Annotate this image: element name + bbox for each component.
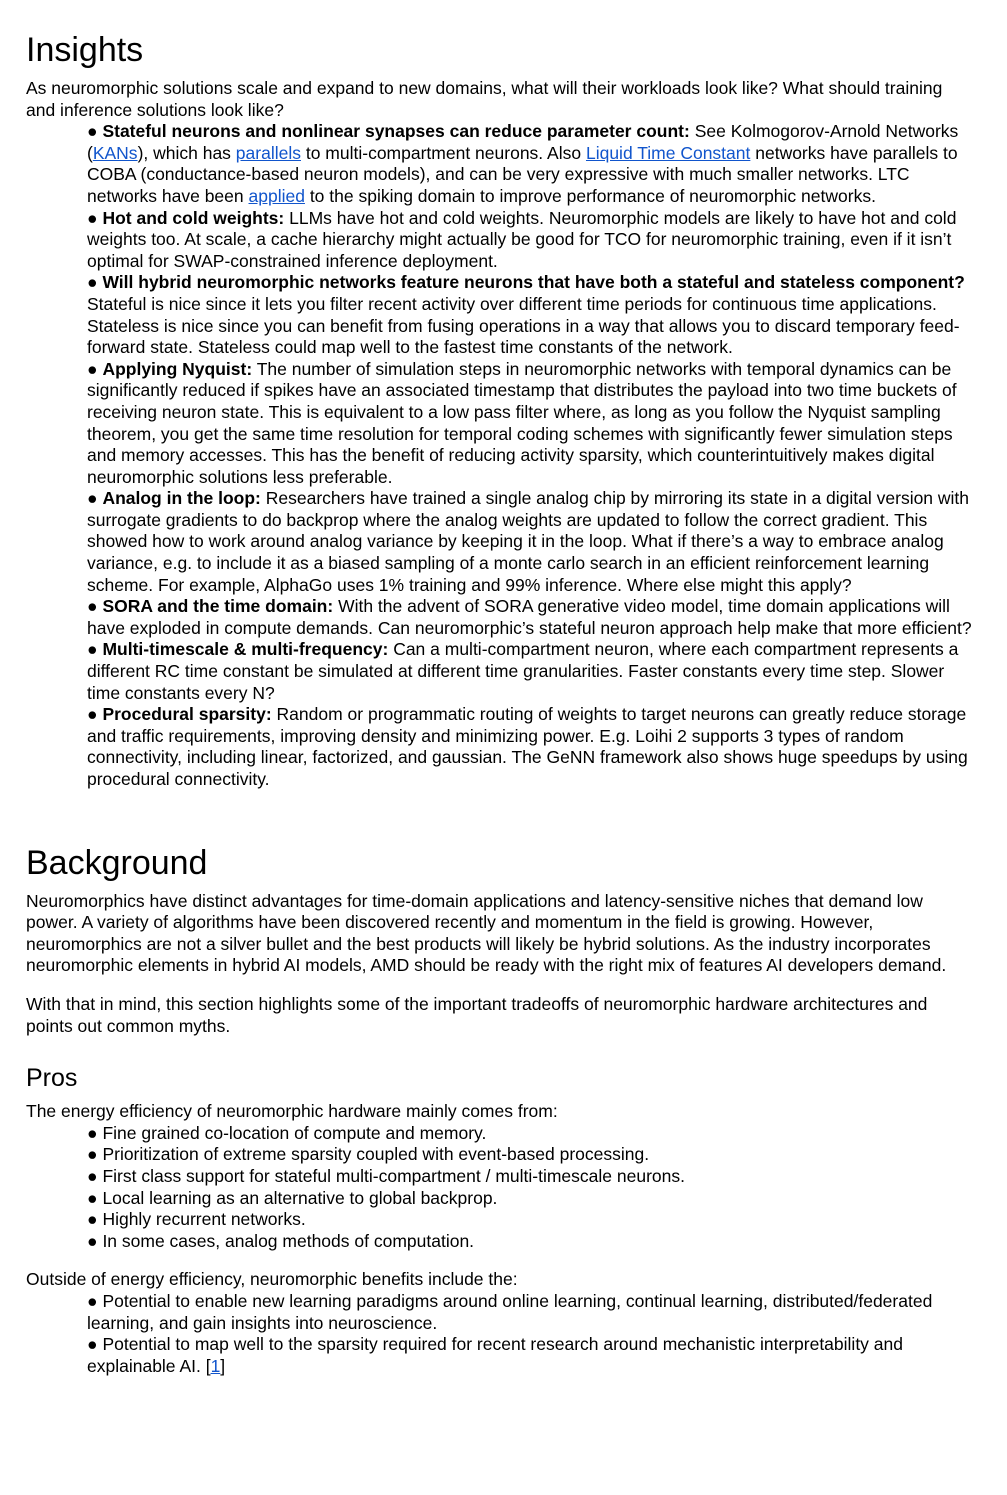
bullet-text: to multi-compartment neurons. Also — [300, 142, 586, 163]
bullet-icon — [87, 1209, 102, 1229]
insights-intro: As neuromorphic solutions scale and expand to new domains, what will their workloads look like? What should training and inference solutions look like? — [26, 78, 943, 120]
bullet-icon — [87, 596, 102, 616]
background-paragraph: Neuromorphics have distinct advantages for time-domain applications and latency-sensitive niches that demand low power. A variety of algorithms have been discovered recently and momentum in the field is growing. However, neuromorphics are not a silver bullet and the best products will likely be hybrid solutions. As the industry incorporates neuromorphic elements in hybrid AI models, AMD should be ready with the right mix of features AI developers demand. — [26, 890, 947, 976]
bullet-icon — [87, 121, 102, 141]
energy-list — [26, 1123, 973, 1253]
bullet-title: Stateful neurons and nonlinear synapses can reduce parameter count: — [102, 121, 690, 142]
pros-heading: Pros — [26, 1064, 78, 1093]
bullet-title: Applying Nyquist: — [102, 358, 253, 379]
bullet-title: Multi-timescale & multi-frequency: — [102, 639, 389, 660]
reference-link[interactable]: 1 — [210, 1355, 221, 1376]
list-item — [87, 1188, 973, 1210]
list-item — [87, 1123, 973, 1145]
bullet-icon — [87, 359, 102, 379]
energy-intro: The energy efficiency of neuromorphic hardware mainly comes from: — [26, 1101, 558, 1122]
bullet-title: Procedural sparsity: — [102, 704, 272, 725]
bullet-text: ), which has — [137, 142, 236, 163]
other-benefits-intro: Outside of energy efficiency, neuromorphic benefits include the: — [26, 1269, 518, 1290]
list-item — [87, 208, 973, 273]
bullet-icon — [87, 1291, 102, 1311]
insights-heading: Insights — [26, 31, 144, 69]
background-heading: Background — [26, 843, 208, 882]
bullet-text: Researchers have trained a single analog chip by mirroring its state in a digital version with surrogate gradients to do backprop where the analog weights are updated to follow the correct gradient. This showed how to work around analog variance by keeping it in the loop. What if there’s a way to embrace analog variance, e.g. to include it as a biased sampling of a monte carlo search in an efficient reinforcement learning scheme. For example, AlphaGo uses 1% training and 99% inference. Where else might this apply? — [87, 488, 970, 595]
list-item — [87, 272, 973, 358]
bullet-text: First class support for stateful multi-compartment / multi-timescale neurons. — [102, 1165, 685, 1186]
list-item — [87, 596, 973, 639]
parallels-link[interactable]: parallels — [235, 142, 301, 163]
bullet-title: Analog in the loop: — [102, 488, 261, 509]
list-item — [87, 1166, 973, 1188]
bullet-text: In some cases, analog methods of computation. — [102, 1230, 475, 1251]
bullet-icon — [87, 704, 102, 724]
bullet-text: Random or programmatic routing of weights to target neurons can greatly reduce storage and traffic requirements, improving density and minimizing power. E.g. Loihi 2 supports 3 types of random connectivity, including linear, factorized, and gaussian. The GeNN framework also shows huge speedups by using procedural connectivity. — [87, 704, 968, 789]
list-item — [87, 1144, 973, 1166]
list-item — [87, 1291, 973, 1334]
bullet-icon — [87, 1123, 102, 1143]
bullet-icon — [87, 1144, 102, 1164]
bullet-text: Stateful is nice since it lets you filter recent activity over different time periods for continuous time applications. Stateless is nice since you can benefit from fusing operations in a way that allows you to discard temporary feed-forward state. Stateless could map well to the fastest time constants of the network. — [87, 293, 960, 358]
bullet-text: Highly recurrent networks. — [102, 1209, 306, 1230]
bullet-text: Potential to enable new learning paradigms around online learning, continual learning, distributed/federated learning, and gain insights into neuroscience. — [87, 1290, 933, 1333]
bullet-title: Hot and cold weights: — [102, 207, 285, 228]
background-paragraph: With that in mind, this section highlights some of the important tradeoffs of neuromorphic hardware architectures and points out common myths. — [26, 993, 928, 1036]
list-item — [87, 704, 973, 790]
list-item — [87, 639, 973, 704]
bullet-text: Prioritization of extreme sparsity coupled with event-based processing. — [102, 1144, 650, 1165]
bullet-text: LLMs have hot and cold weights. Neuromorphic models are likely to have hot and cold weights too. At scale, a cache hierarchy might actually be good for TCO for neuromorphic training, even if it isn’t optimal for SWAP-constrained inference deployment. — [87, 207, 957, 271]
list-item — [87, 1209, 973, 1231]
bullet-text: ] — [220, 1355, 226, 1376]
list-item — [87, 1334, 973, 1377]
bullet-title: SORA and the time domain: — [102, 596, 334, 617]
bullet-text: With the advent of SORA generative video model, time domain applications will have exploded in compute demands. Can neuromorphic’s stateful neuron approach help make that more efficient? — [87, 596, 972, 638]
applied-link[interactable]: applied — [248, 185, 305, 206]
list-item — [87, 1231, 973, 1253]
bullet-text: The number of simulation steps in neuromorphic networks with temporal dynamics can be significantly reduced if spikes have an associated timestamp that distributes the payload into two time buckets of receiving neuron state. This is equivalent to a low pass filter where, as long as you follow the Nyquist sampling theorem, you get the same time resolution for temporal coding schemes with significantly fewer simulation steps and memory accesses. This has the benefit of reducing activity sparsity, which counterintuitively makes digital neuromorphic solutions less preferable. — [87, 358, 957, 487]
bullet-text: networks have parallels to COBA (conductance-based neuron models), and can be very expressive with much smaller networks. LTC networks have been — [87, 142, 958, 206]
bullet-icon — [87, 1334, 102, 1354]
insights-list — [26, 121, 973, 790]
liquid-time-constant-link[interactable]: Liquid Time Constant — [585, 142, 751, 163]
list-item — [87, 121, 973, 207]
other-benefits-list — [26, 1291, 973, 1377]
bullet-text: Can a multi-compartment neuron, where each compartment represents a different RC time constant be simulated at different time granularities. Faster constants every time step. Slower time constants every N? — [87, 639, 959, 703]
bullet-text: Potential to map well to the sparsity required for recent research around mechanistic interpretability and explainable AI. [ — [87, 1334, 903, 1376]
bullet-text: See Kolmogorov-Arnold Networks ( — [87, 121, 959, 163]
bullet-title: Will hybrid neuromorphic networks feature neurons that have both a stateful and stateless component? — [102, 272, 965, 293]
bullet-icon — [87, 208, 102, 228]
bullet-icon — [87, 272, 102, 292]
list-item — [87, 488, 973, 596]
bullet-icon — [87, 1188, 102, 1208]
bullet-icon — [87, 1231, 102, 1251]
bullet-icon — [87, 488, 102, 508]
list-item — [87, 359, 973, 489]
kans-link[interactable]: KANs — [92, 142, 138, 163]
bullet-text: Fine grained co-location of compute and memory. — [102, 1122, 487, 1143]
bullet-text: to the spiking domain to improve performance of neuromorphic networks. — [304, 185, 876, 206]
bullet-text: Local learning as an alternative to global backprop. — [102, 1187, 498, 1208]
bullet-icon — [87, 1166, 102, 1186]
bullet-icon — [87, 639, 102, 659]
